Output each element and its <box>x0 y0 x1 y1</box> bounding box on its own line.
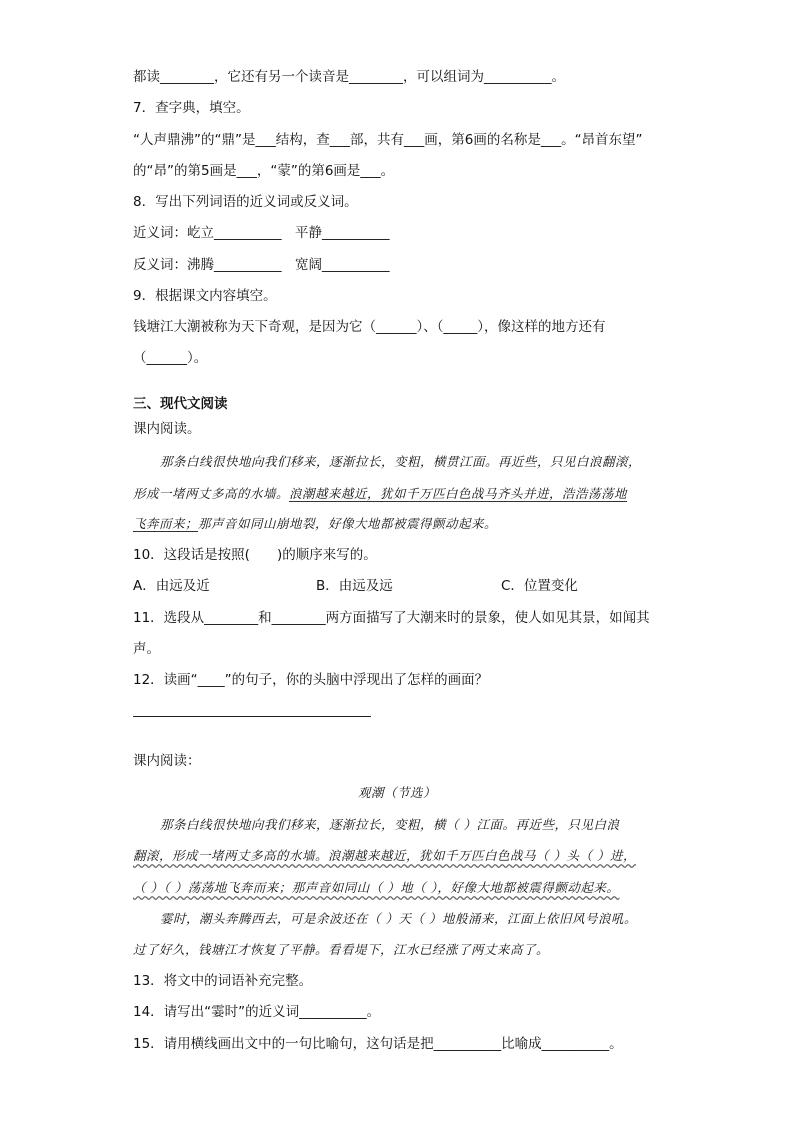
question-14: 14．请写出“霎时”的近义词__________。 <box>133 1004 381 1020</box>
question-9-text-line1: 钱塘江大潮被称为天下奇观，是因为它（______）、（_____），像这样的地方还有 <box>133 319 606 335</box>
section-title: 三、现代文阅读 <box>133 396 228 412</box>
option-c: C．位置变化 <box>501 578 578 594</box>
reading-intro-1: 课内阅读。 <box>133 421 201 437</box>
antonyms-line: 反义词：沸腾__________ 宽阔__________ <box>133 257 390 273</box>
question-9-text-line2: （______）。 <box>133 350 208 366</box>
question-9: 9．根据课文内容填空。 <box>133 288 277 304</box>
passage2-line3: （ ）（ ）荡荡地飞奔而来；那声音如同山（ ）地（ ），好像大地都被震得颤动起来。 <box>133 880 620 895</box>
passage1-line3b: 那声音如同山崩地裂，好像大地都被震得颤动起来。 <box>198 516 498 531</box>
passage2-line4: 霎时，潮头奔腾西去，可是余波还在（ ）天（ ）地般涌来，江面上依旧风号浪吼。 <box>160 911 637 926</box>
question-13: 13．将文中的词语补充完整。 <box>133 973 313 989</box>
passage1-line1: 那条白线很快地向我们移来，逐渐拉长，变粗，横贯江面。再近些，只见白浪翻滚， <box>160 454 642 469</box>
question-10: 10．这段话是按照( )的顺序来写的。 <box>133 547 377 563</box>
synonyms-line: 近义词：屹立__________ 平静__________ <box>133 225 390 241</box>
passage-title: 观潮（节选） <box>357 785 436 800</box>
passage2-line5: 过了好久，钱塘江才恢复了平静。看看堤下，江水已经涨了两丈来高了。 <box>133 942 550 957</box>
passage2-line1: 那条白线很快地向我们移来，逐渐拉长，变粗，横（ ）江面。再近些，只见白浪 <box>160 817 620 832</box>
question-11-line1: 11．选段从________和________两方面描写了大潮来时的景象，使人如见其景，如闻其 <box>133 610 650 626</box>
reading-intro-2: 课内阅读： <box>133 753 201 769</box>
question-12: 12．读画“____”的句子，你的头脑中浮现出了怎样的画面？ <box>133 672 489 688</box>
passage1-line3 <box>133 515 497 533</box>
question-8: 8．写出下列词语的近义词或反义词。 <box>133 194 358 210</box>
option-b: B．由远及远 <box>316 578 393 594</box>
option-a: A．由远及近 <box>133 578 210 594</box>
answer-line <box>133 716 371 717</box>
question-7: 7．查字典，填空。 <box>133 100 250 116</box>
question-7-text-line2: 的“昂”的第5画是___，“蒙”的第6画是___。 <box>133 163 395 179</box>
passage1-line2a: 形成一堵两丈多高的水墙。 <box>133 486 290 501</box>
underlined-sentence-part2: 飞奔而来； <box>133 516 199 531</box>
question-15: 15．请用横线画出文中的一句比喻句，这句话是把__________比喻成__________。 <box>133 1036 623 1052</box>
question-11-line2: 声。 <box>133 641 160 657</box>
passage2-line2: 翻滚，形成一堵两丈多高的水墙。浪潮越来越近，犹如千万匹白色战马（ ）头（ ）进， <box>133 848 636 863</box>
underlined-sentence-part1: 浪潮越来越近，犹如千万匹白色战马齐头并进，浩浩荡荡地 <box>289 486 628 501</box>
question-7-text-line1: “人声鼎沸”的“鼎”是___结构，查___部，共有___画，第6画的名称是___。“昂首东望” <box>133 132 643 148</box>
line-pronunciation: 都读________，它还有另一个读音是________，可以组词为__________。 <box>133 69 565 85</box>
passage1-line2 <box>133 485 627 503</box>
